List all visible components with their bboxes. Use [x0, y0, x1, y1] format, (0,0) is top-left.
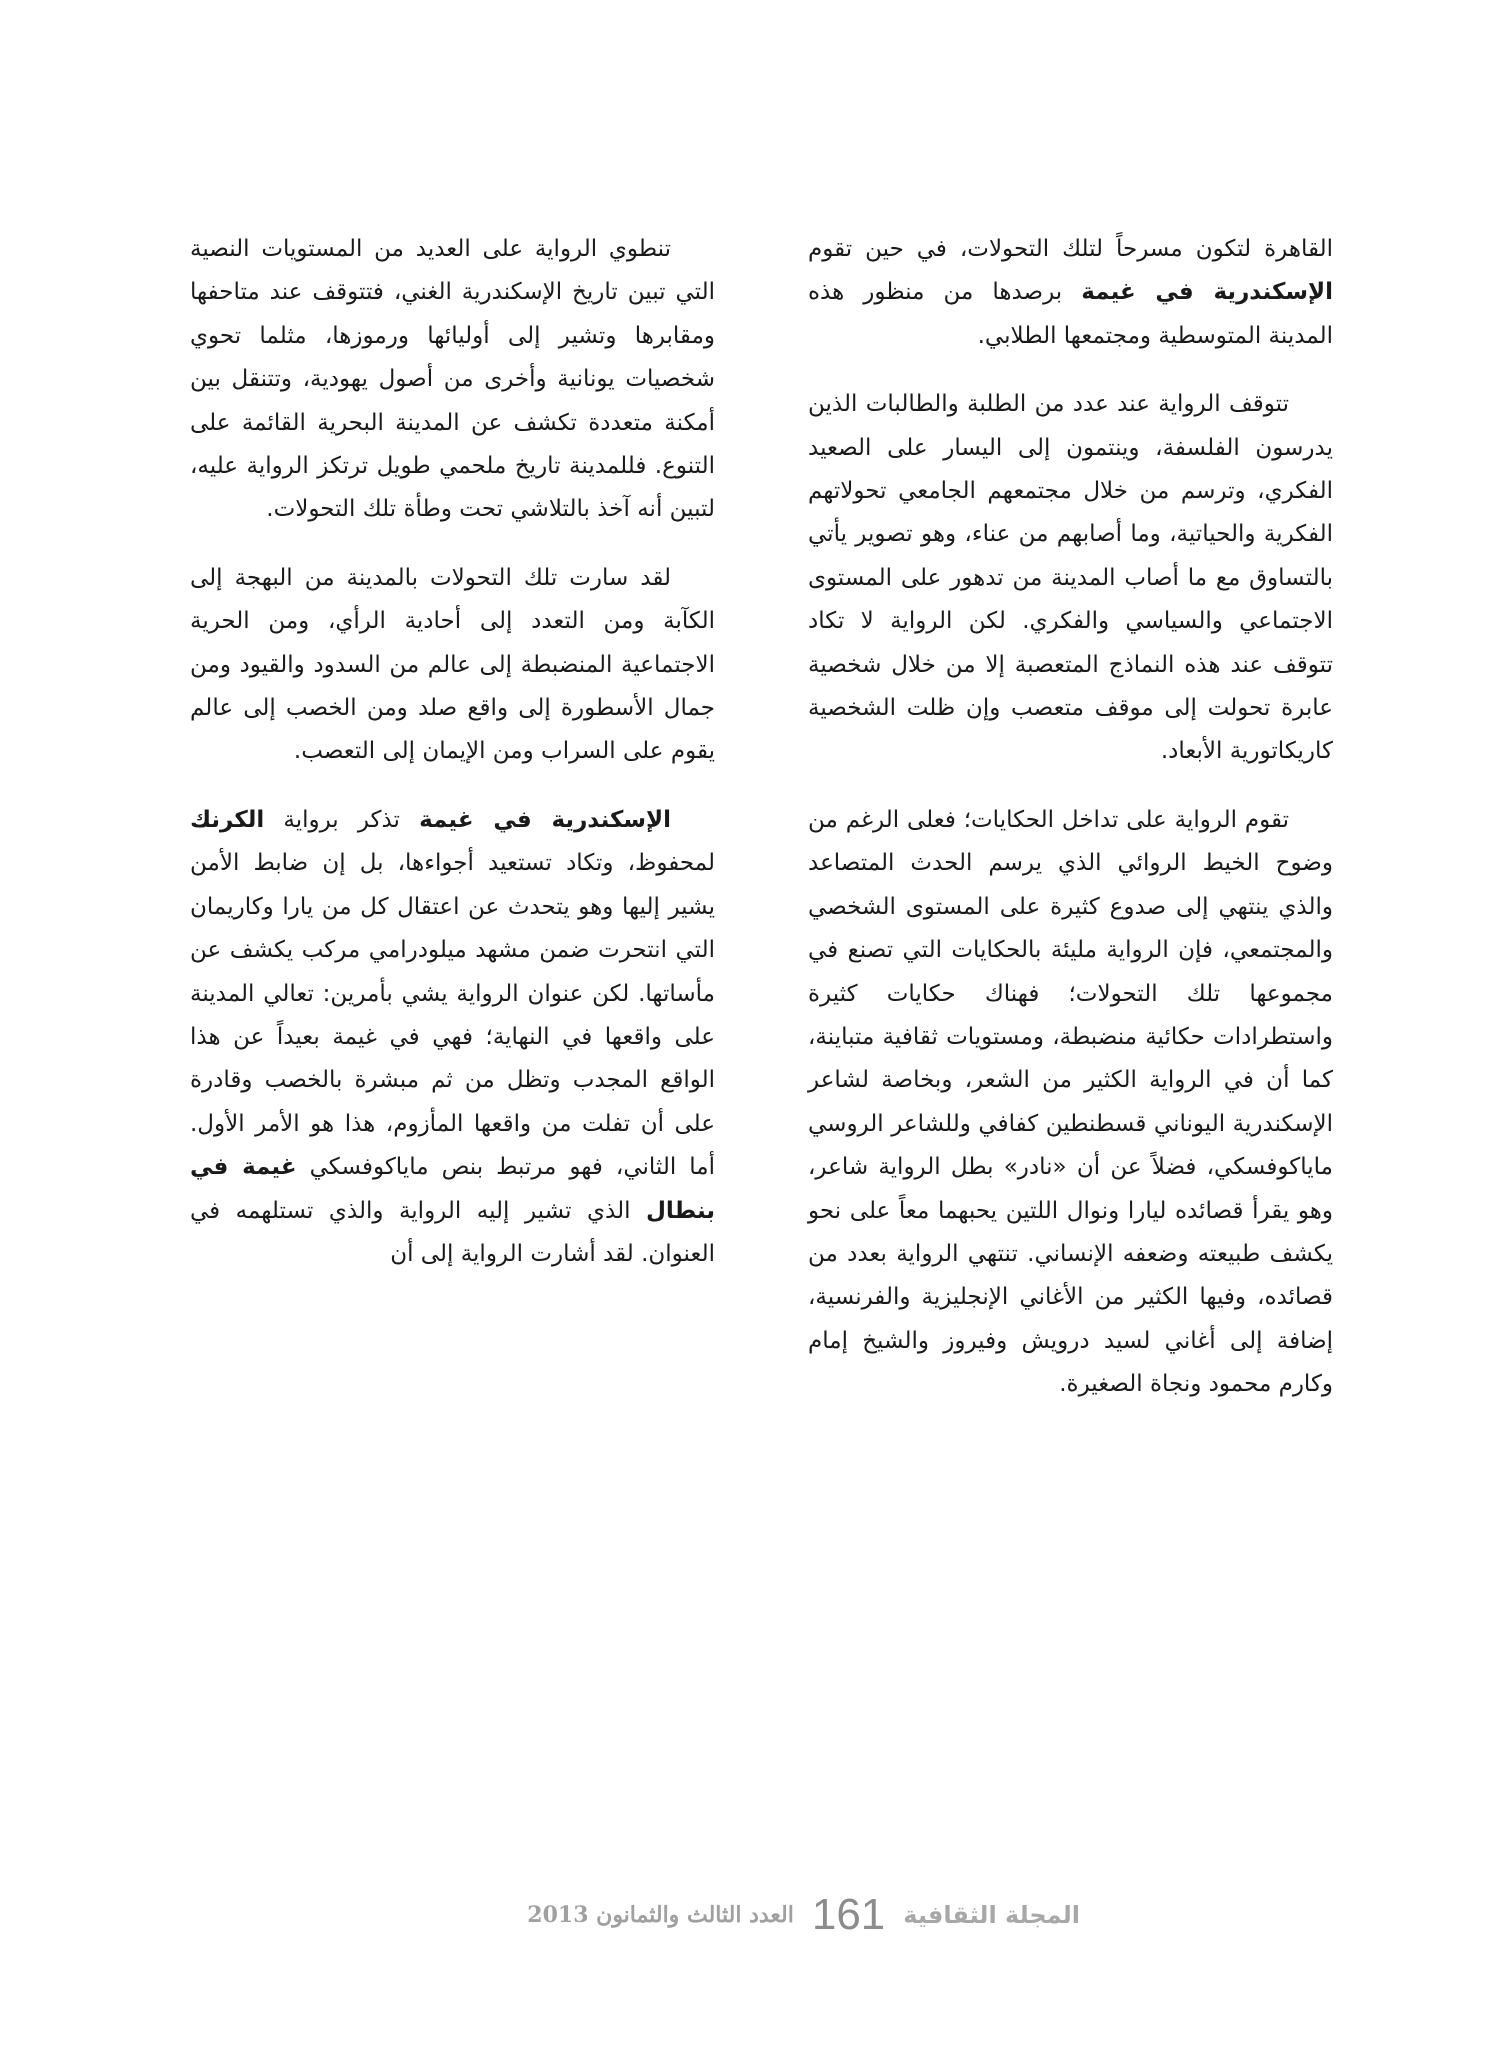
page-number: 161	[811, 1890, 886, 1939]
text-run: برصدها من منظور هذه المدينة المتوسطية ومجتمعها الطلابي.	[808, 279, 1333, 349]
paragraph: تنطوي الرواية على العديد من المستويات النصية التي تبين تاريخ الإسكندرية الغني، فتتوقف عند متاحفها ومقابرها وتشير إلى أوليائها ورموزها، مثلما تحوي شخصيات يونانية وأخرى من أصول يهودية، وتتنقل بين أمكنة متعددة تكشف عن المدينة البحرية القائمة على التنوع. فللمدينة تاريخ ملحمي طويل ترتكز الرواية عليه، لتبين أنه آخذ بالتلاشي تحت وطأة تلك التحولات.	[190, 236, 715, 523]
book-title: غيمة في بنطال	[190, 1154, 715, 1224]
text-run: تذكر برواية	[264, 806, 420, 833]
text-run: لمحفوظ، وتكاد تستعيد أجواءها، بل إن ضابط الأمن يشير إليها وهو يتحدث عن اعتقال كل من يارا وكاريمان التي انتحرت ضمن مشهد ميلودرامي مركب يكشف عن مأساتها. لكن عنوان الرواية يشي بأمرين: تعالي المدينة على واقعها في النهاية؛ فهي في غيمة بعيداً عن هذا الواقع المجدب وتظل من ثم مبشرة بالخصب وقادرة على أن تفلت من واقعها المأزوم، هذا هو الأمر الأول. أما الثاني، فهو مرتبط بنص ماياكوفسكي	[190, 850, 715, 1181]
paragraph: تقوم الرواية على تداخل الحكايات؛ فعلى الرغم من وضوح الخيط الروائي الذي يرسم الحدث المتصاعد والذي ينتهي إلى صدوع كثيرة على المستوى الشخصي والمجتمعي، فإن الرواية مليئة بالحكايات التي تصنع في مجموعها تلك التحولات؛ فهناك حكايات كثيرة واستطرادات حكائية منضبطة، ومستويات ثقافية متباينة، كما أن في الرواية الكثير من الشعر، وبخاصة لشاعر الإسكندرية اليوناني قسطنطين كفافي وللشاعر الروسي ماياكوفسكي، فضلاً عن أن «نادر» بطل الرواية شاعر، وهو يقرأ قصائده ليارا ونوال اللتين يحبهما معاً على نحو يكشف طبيعته وضعفه الإنساني. تنتهي الرواية بعدد من قصائده، وفيها الكثير من الأغاني الإنجليزية والفرنسية، إضافة إلى أغاني لسيد درويش وفيروز والشيخ إمام وكارم محمود ونجاة الصغيرة.	[808, 806, 1333, 1398]
paragraph	[190, 799, 715, 1276]
paragraph	[808, 228, 1333, 358]
page-footer	[430, 1890, 1080, 1940]
text-run: القاهرة لتكون مسرحاً لتلك التحولات، في حين تقوم	[808, 236, 1333, 262]
left-column	[190, 228, 715, 1301]
right-column	[808, 228, 1333, 1432]
book-title: الإسكندرية في غيمة	[1081, 279, 1333, 306]
book-title: الكرنك	[190, 806, 265, 833]
text-run: الذي تشير إليه الرواية والذي تستلهمه في العنوان. لقد أشارت الرواية إلى أن	[190, 1197, 715, 1267]
book-title: الإسكندرية في غيمة	[419, 806, 671, 833]
magazine-name: المجلة الثقافية	[903, 1901, 1080, 1929]
paragraph: تتوقف الرواية عند عدد من الطلبة والطالبات الذين يدرسون الفلسفة، وينتمون إلى اليسار على الصعيد الفكري، وترسم من خلال مجتمعهم الجامعي تحولاتهم الفكرية والحياتية، وما أصابهم من عناء، وهو تصوير يأتي بالتساوق مع ما أصاب المدينة من تدهور على المستوى الاجتماعي والسياسي والفكري. لكن الرواية لا تكاد تتوقف عند هذه النماذج المتعصبة إلا من خلال شخصية عابرة تحولت إلى موقف متعصب وإن ظلت الشخصية كاريكاتورية الأبعاد.	[808, 391, 1333, 765]
issue-label: العدد الثالث والثمانون 2013	[527, 1902, 794, 1928]
paragraph: لقد سارت تلك التحولات بالمدينة من البهجة إلى الكآبة ومن التعدد إلى أحادية الرأي، ومن الحرية الاجتماعية المنضبطة إلى عالم من السدود والقيود ومن جمال الأسطورة إلى واقع صلد ومن الخصب إلى عالم يقوم على السراب ومن الإيمان إلى التعصب.	[190, 564, 715, 765]
